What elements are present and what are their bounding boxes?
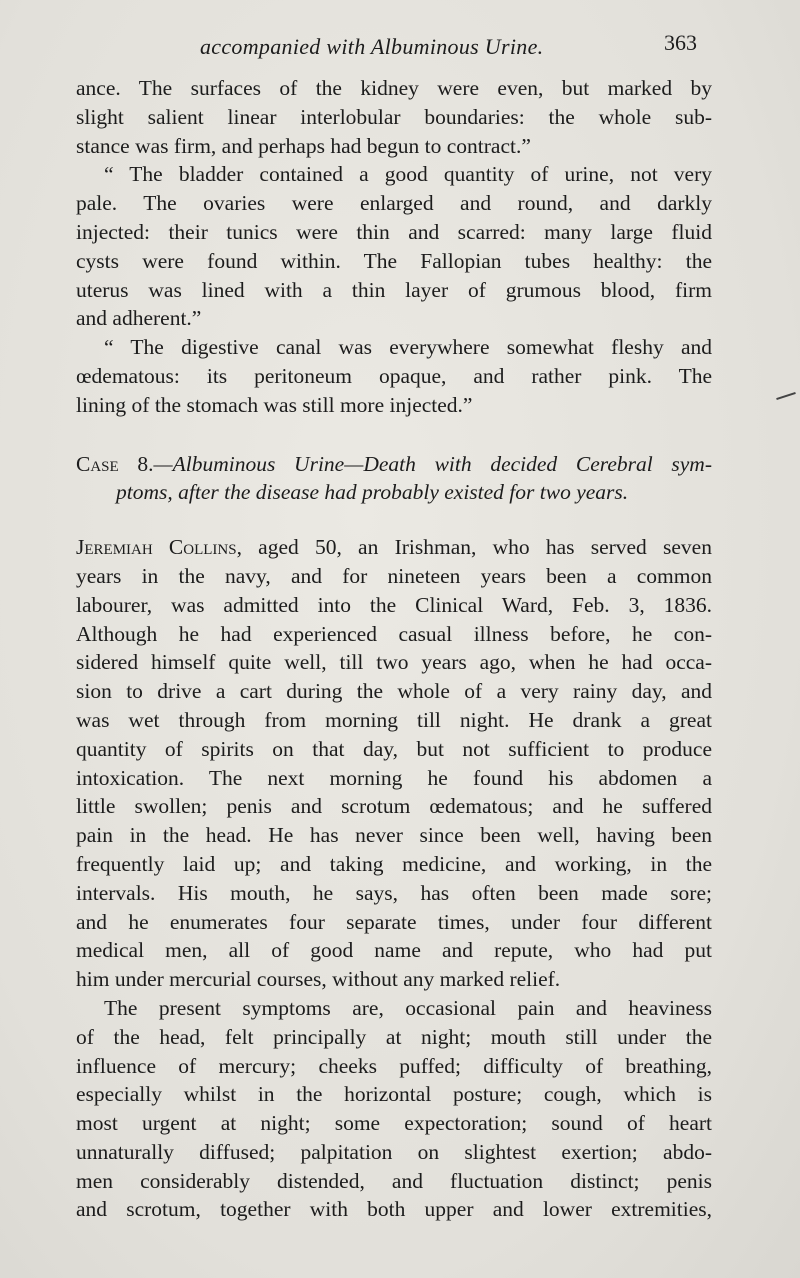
text-line: years in the navy, and for nineteen years been a common (76, 563, 712, 588)
text-fragment: , aged 50, an Irishman, who has served seven (236, 535, 712, 560)
text-line: pale. The ovaries were enlarged and round, and darkly (76, 191, 712, 216)
paragraph-bladder (76, 160, 712, 333)
body-text (76, 74, 712, 1224)
case-label: Case 8. (76, 451, 154, 476)
text-line: frequently laid up; and taking medicine, and working, in the (76, 851, 712, 876)
text-line: intervals. His mouth, he says, has often been made sore; (76, 880, 712, 905)
running-title: accompanied with Albuminous Urine. (200, 34, 544, 59)
page-number: 363 (664, 30, 697, 55)
text-line: “ The digestive canal was everywhere somewhat fleshy and (104, 335, 712, 360)
text-line: intoxication. The next morning he found his abdomen a (76, 765, 712, 790)
text-line: men considerably distended, and fluctuation distinct; penis (76, 1168, 712, 1193)
text-line: little swollen; penis and scrotum œdematous; and he suffered (76, 794, 712, 819)
text-line: cysts were found within. The Fallopian tubes healthy: the (76, 248, 712, 273)
margin-mark (776, 392, 796, 400)
paragraph-case-history (76, 533, 712, 994)
text-line: quantity of spirits on that day, but not sufficient to produce (76, 736, 712, 761)
case-heading-line (76, 450, 712, 479)
text-line: uterus was lined with a thin layer of grumous blood, firm (76, 277, 712, 302)
text-line: influence of mercury; cheeks puffed; difficulty of breathing, (76, 1053, 712, 1078)
text-line: “ The bladder contained a good quantity of urine, not very (104, 162, 712, 187)
text-line: was wet through from morning till night. He drank a great (76, 707, 712, 732)
patient-name: Jeremiah Collins (76, 535, 237, 560)
text-line: medical men, all of good name and repute, who had put (76, 938, 712, 963)
text-line: most urgent at night; some expectoration; sound of heart (76, 1111, 712, 1136)
text-line: and scrotum, together with both upper and lower extremities, (76, 1197, 712, 1222)
text-line: Although he had experienced casual illness before, he con- (76, 621, 712, 646)
text-line: him under mercurial courses, without any marked relief. (76, 967, 561, 992)
text-line: and adherent.” (76, 306, 202, 331)
text-line (76, 533, 712, 562)
text-line: pain in the head. He has never since been well, having been (76, 823, 712, 848)
paragraph-kidney (76, 74, 712, 160)
running-head (0, 30, 800, 64)
text-line: especially whilst in the horizontal posture; cough, which is (76, 1082, 712, 1107)
text-line: œdematous: its peritoneum opaque, and rather pink. The (76, 363, 712, 388)
case-heading-line: ptoms, after the disease had probably existed for two years. (116, 480, 629, 505)
text-line: The present symptoms are, occasional pain and heaviness (104, 995, 712, 1020)
paragraph-digestive (76, 333, 712, 419)
case-heading (76, 450, 712, 508)
paragraph-symptoms (76, 994, 712, 1224)
text-line: injected: their tunics were thin and scarred: many large fluid (76, 219, 712, 244)
text-line: unnaturally diffused; palpitation on slightest exertion; abdo- (76, 1139, 712, 1164)
text-line: slight salient linear interlobular boundaries: the whole sub- (76, 104, 712, 129)
text-line: ance. The surfaces of the kidney were even, but marked by (76, 76, 712, 100)
case-title: —Albuminous Urine—Death with decided Cerebral sym- (153, 451, 712, 476)
text-line: sion to drive a cart during the whole of a very rainy day, and (76, 679, 712, 704)
text-line: stance was firm, and perhaps had begun to contract.” (76, 133, 531, 158)
text-line: sidered himself quite well, till two years ago, when he had occa- (76, 650, 712, 675)
text-line: of the head, felt principally at night; mouth still under the (76, 1024, 712, 1049)
text-line: and he enumerates four separate times, under four different (76, 909, 712, 934)
text-line: lining of the stomach was still more injected.” (76, 392, 473, 417)
text-line: labourer, was admitted into the Clinical Ward, Feb. 3, 1836. (76, 592, 712, 617)
